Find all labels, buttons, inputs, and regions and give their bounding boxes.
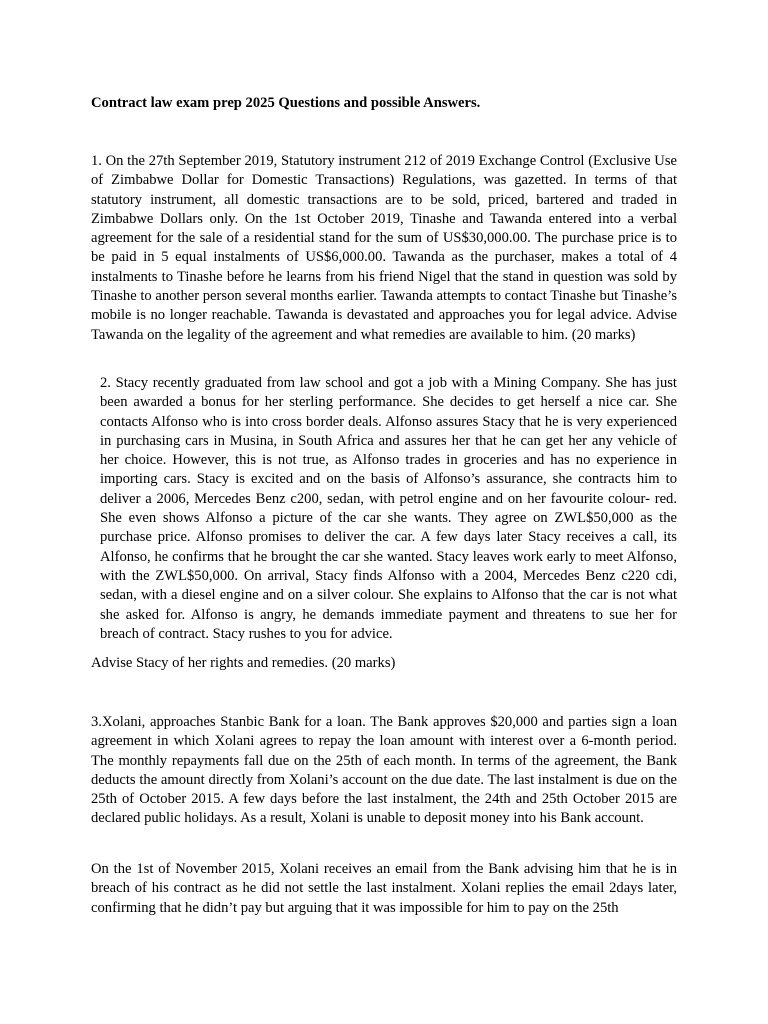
question-3-continuation: On the 1st of November 2015, Xolani receives an email from the Bank advising him that he is in breach of his contract as he did not settle the last instalment. Xolani replies the email 2days later, confirming that he didn’t pay but arguing that it was impossible for him to pay on the 25th — [91, 861, 677, 916]
document-title: Contract law exam prep 2025 Questions and possible Answers. — [91, 95, 481, 111]
question-2-advise: Advise Stacy of her rights and remedies. (20 marks) — [91, 655, 396, 671]
question-3: 3.Xolani, approaches Stanbic Bank for a loan. The Bank approves $20,000 and parties sign a loan agreement in which Xolani agrees to repay the loan amount with interest over a 6-month period. The monthly repayments fall due on the 25th of each month. In terms of the agreement, the Bank deducts the amount directly from Xolani’s account on the due date. The last instalment is due on the 25th of October 2015. A few days before the last instalment, the 24th and 25th October 2015 are declared public holidays. As a result, Xolani is unable to deposit money into his Bank account. — [91, 714, 677, 827]
question-2: 2. Stacy recently graduated from law school and got a job with a Mining Company. She has just been awarded a bonus for her sterling performance. She decides to get herself a nice car. She contacts Alfonso who is into cross border deals. Alfonso assures Stacy that he is very experienced in purchasing cars in Musina, in South Africa and assures her that he can get her any vehicle of her choice. However, this is not true, as Alfonso trades in groceries and has no experience in importing cars. Stacy is excited and on the basis of Alfonso’s assurance, she contracts him to deliver a 2006, Mercedes Benz c200, sedan, with petrol engine and on her favourite colour- red. She even shows Alfonso a picture of the car she wants. They agree on ZWL$50,000 as the purchase price. Alfonso promises to deliver the car. A few days later Stacy receives a call, its Alfonso, he confirms that he brought the car she wanted. Stacy leaves work early to meet Alfonso, with the ZWL$50,000. On arrival, Stacy finds Alfonso with a 2004, Mercedes Benz c220 cdi, sedan, with a diesel engine and on a silver colour. She explains to Alfonso that the car is not what she asked for. Alfonso is angry, he demands immediate payment and threatens to sue her for breach of contract. Stacy rushes to you for advice. — [100, 375, 677, 642]
question-1: 1. On the 27th September 2019, Statutory instrument 212 of 2019 Exchange Control (Exclusive Use of Zimbabwe Dollar for Domestic Transactions) Regulations, was gazetted. In terms of that statutory instrument, all domestic transactions are to be sold, priced, bartered and traded in Zimbabwe Dollars only. On the 1st October 2019, Tinashe and Tawanda entered into a verbal agreement for the sale of a residential stand for the sum of US$30,000.00. The purchase price is to be paid in 5 equal instalments of US$6,000.00. Tawanda as the purchaser, makes a total of 4 instalments to Tinashe before he learns from his friend Nigel that the stand in question was sold by Tinashe to another person several months earlier. Tawanda attempts to contact Tinashe but Tinashe’s mobile is no longer reachable. Tawanda is devastated and approaches you for legal advice. Advise Tawanda on the legality of the agreement and what remedies are available to him. (20 marks) — [91, 153, 677, 343]
